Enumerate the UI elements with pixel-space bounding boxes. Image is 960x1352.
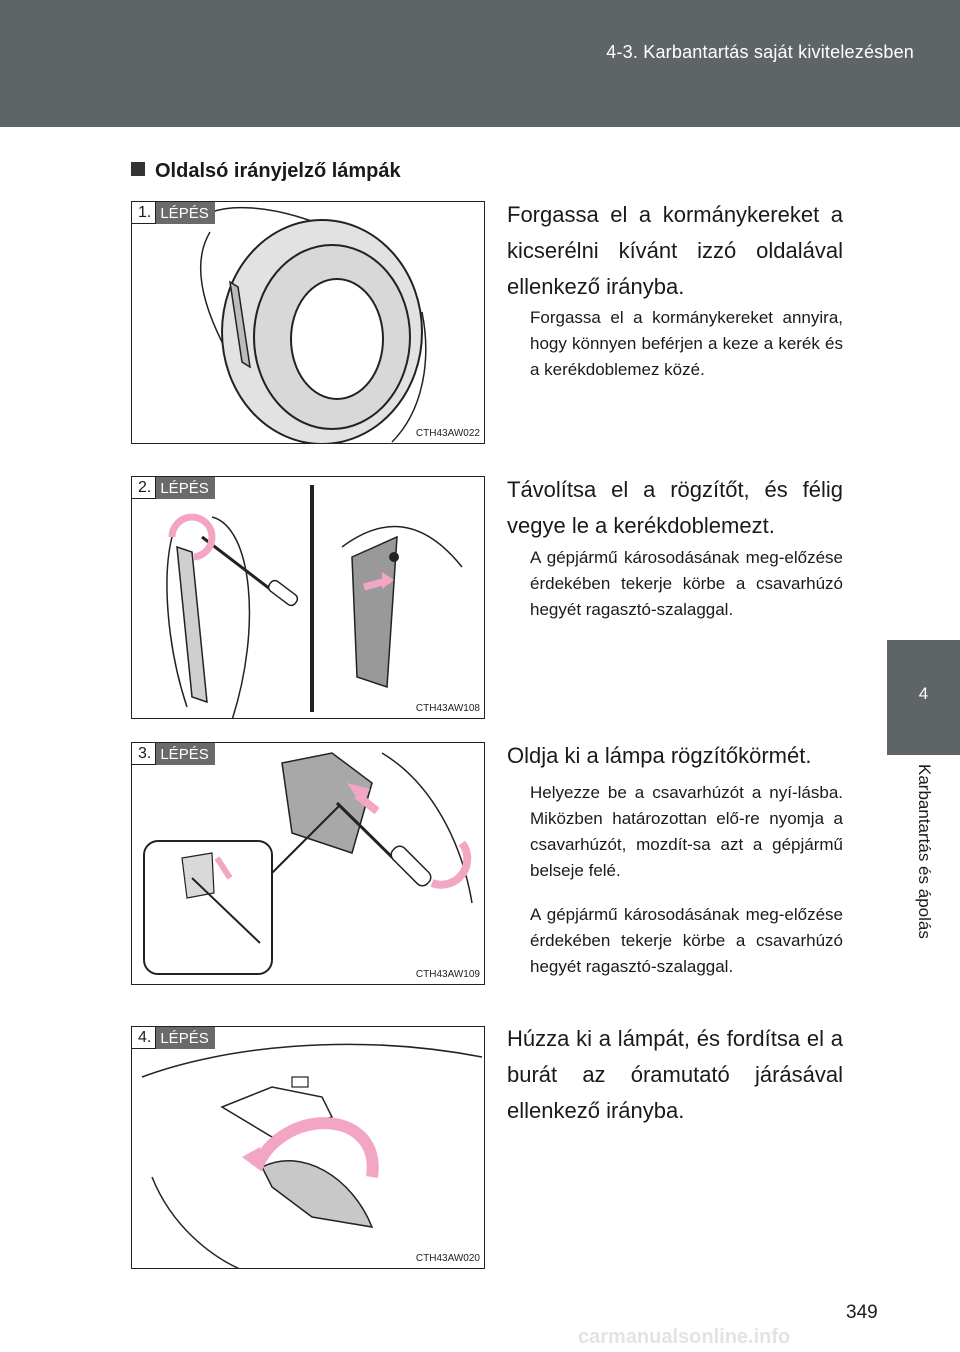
- step-3-instruction: Oldja ki a lámpa rögzítőkörmét.: [507, 743, 812, 768]
- step-1-note: Forgassa el a kormánykereket annyira, hogy könnyen beférjen a keze a kerék és a kerékdoblemez közé.: [530, 308, 843, 379]
- step-3-figure: [131, 742, 485, 985]
- step-number: 3.: [132, 743, 156, 765]
- step-2-badge: [132, 477, 215, 499]
- page-number: 349: [846, 1302, 878, 1323]
- step-4-instruction: Húzza ki a lámpát, és fordítsa el a burát az óramutató járásával ellenkező irányba.: [507, 1026, 843, 1123]
- wheel-illustration: [132, 202, 485, 444]
- step-1-instruction: Forgassa el a kormánykereket a kicserélni kívánt izzó oldalával ellenkező irányba.: [507, 202, 843, 299]
- watermark: carmanualsonline.info: [578, 1326, 791, 1348]
- step-2-note: A gépjármű károsodásának meg-előzése érdekében tekerje körbe a csavarhúzó hegyét ragasztó-szalaggal.: [530, 548, 843, 619]
- step-1-figure: [131, 201, 485, 444]
- page-header: [0, 0, 960, 127]
- step-3-note-2: A gépjármű károsodásának meg-előzése érdekében tekerje körbe a csavarhúzó hegyét ragasztó-szalaggal.: [530, 905, 843, 976]
- figure-code: CTH43AW109: [415, 969, 480, 980]
- step-4-figure: [131, 1026, 485, 1269]
- step-2-figure: [131, 476, 485, 719]
- step-number: 2.: [132, 477, 156, 499]
- section-title: [131, 160, 401, 183]
- step-number: 1.: [132, 202, 156, 224]
- chapter-side-label: Karbantartás és ápolás: [915, 764, 934, 939]
- chapter-number: 4: [918, 684, 929, 703]
- figure-code: CTH43AW020: [415, 1253, 480, 1264]
- section-title-text: Oldalsó irányjelző lámpák: [155, 160, 401, 182]
- fender-clip-illustration: [132, 477, 485, 719]
- step-label: LÉPÉS: [156, 202, 214, 224]
- step-label: LÉPÉS: [156, 1027, 214, 1049]
- step-4-badge: [132, 1027, 215, 1049]
- step-3-note-1: Helyezze be a csavarhúzót a nyí-lásba. Miközben határozottan elő-re nyomja a csavarhúzót, mozdít-sa azt a gépjármű belseje felé.: [530, 783, 843, 880]
- figure-code: CTH43AW022: [415, 428, 480, 439]
- chapter-number-box: [887, 640, 960, 755]
- chapter-side-tab: [887, 640, 960, 980]
- chapter-title: 4-3. Karbantartás saját kivitelezésben: [606, 42, 914, 62]
- figure-code: CTH43AW108: [415, 703, 480, 714]
- lamp-removal-illustration: [132, 1027, 485, 1269]
- step-number: 4.: [132, 1027, 156, 1049]
- square-bullet-icon: [131, 162, 145, 176]
- lamp-claw-illustration: [132, 743, 485, 985]
- step-3-badge: [132, 743, 215, 765]
- step-label: LÉPÉS: [156, 743, 214, 765]
- step-2-instruction: Távolítsa el a rögzítőt, és félig vegye le a kerékdoblemezt.: [507, 477, 843, 538]
- step-1-badge: [132, 202, 215, 224]
- step-label: LÉPÉS: [156, 477, 214, 499]
